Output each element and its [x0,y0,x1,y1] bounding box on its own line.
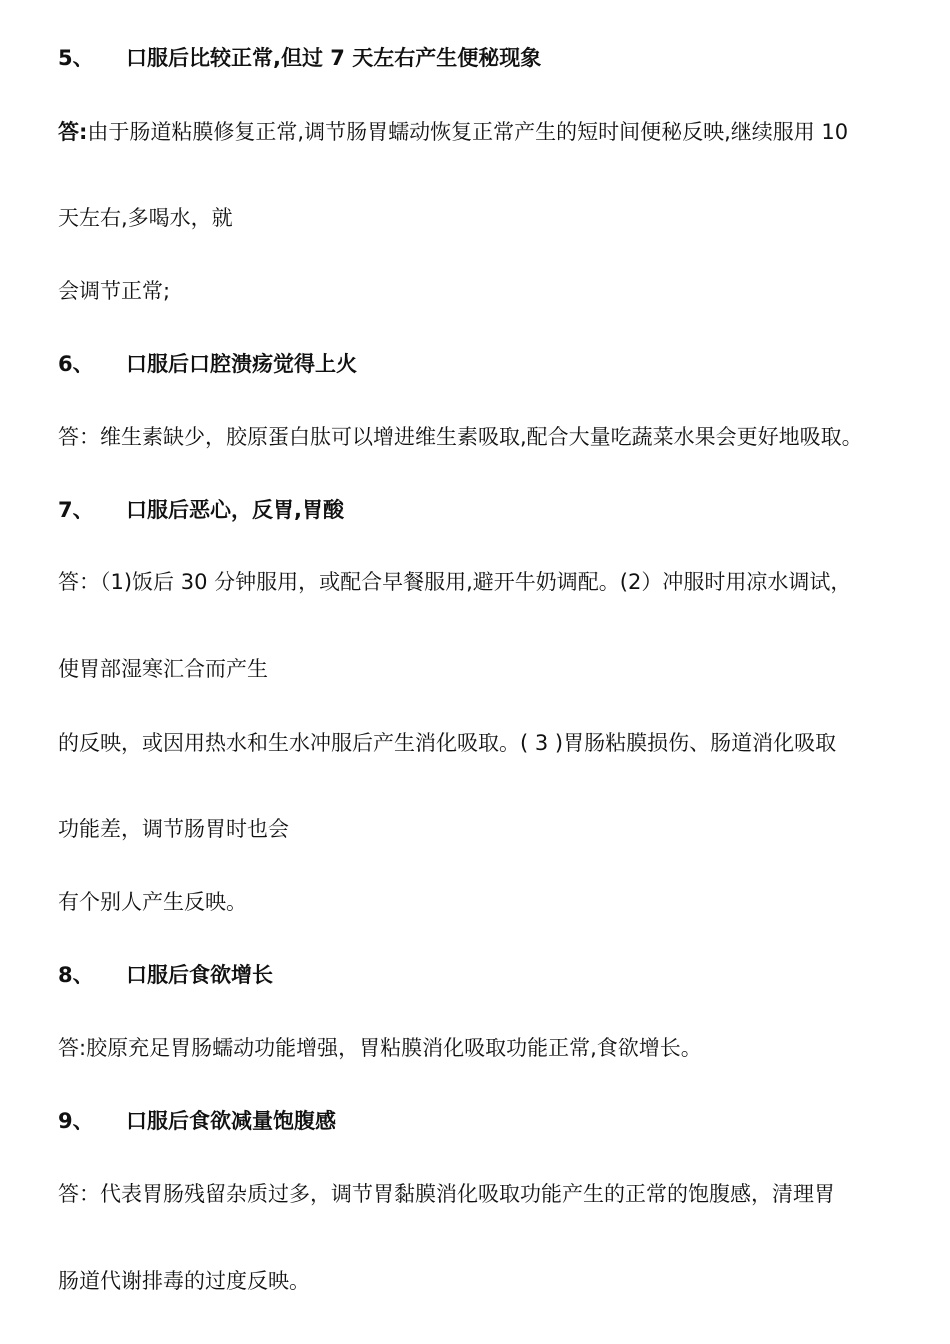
question-text: 口服后食欲增长 [126,963,273,987]
answer-text: 由于肠道粘膜修复正常,调节肠胃蠕动恢复正常产生的短时间便秘反映,继续服用 10 [87,120,849,144]
question-heading-9 [58,1107,336,1135]
answer-line: 答:胶原充足胃肠蠕动功能增强，胃粘膜消化吸取功能正常,食欲增长。 [58,1036,702,1060]
answer-line: 天左右,多喝水，就 [58,206,233,230]
question-heading-6 [58,350,357,378]
question-text: 口服后食欲减量饱腹感 [126,1109,336,1133]
question-number: 6、 [58,352,94,376]
answer-line: 答：维生素缺少，胶原蛋白肽可以增进维生素吸取,配合大量吃蔬菜水果会更好地吸取。 [58,425,863,449]
question-number: 5、 [58,46,94,70]
question-number: 9、 [58,1109,94,1133]
question-text: 口服后比较正常,但过 7 天左右产生便秘现象 [126,46,542,70]
answer-line: 肠道代谢排毒的过度反映。 [58,1269,310,1293]
answer-line: 功能差，调节肠胃时也会 [58,817,289,841]
question-text: 口服后恶心，反胃,胃酸 [126,498,344,522]
answer-line: 有个别人产生反映。 [58,890,247,914]
answer-line [58,118,848,146]
question-number: 8、 [58,963,94,987]
question-heading-8 [58,961,273,989]
answer-line: 会调节正常; [58,279,171,303]
answer-line: 答：代表胃肠残留杂质过多，调节胃黏膜消化吸取功能产生的正常的饱腹感，清理胃 [58,1182,835,1206]
answer-label: 答: [58,120,88,144]
question-text: 口服后口腔溃疡觉得上火 [126,352,357,376]
question-heading-5 [58,44,541,72]
answer-line: 的反映，或因用热水和生水冲服后产生消化吸取。( 3 )胃肠粘膜损伤、肠道消化吸取 [58,731,837,755]
answer-line: 答：（1)饭后 30 分钟服用，或配合早餐服用,避开牛奶调配。(2）冲服时用凉水调试， [58,570,852,594]
question-heading-7 [58,496,344,524]
question-number: 7、 [58,498,94,522]
answer-line: 使胃部湿寒汇合而产生 [58,657,268,681]
